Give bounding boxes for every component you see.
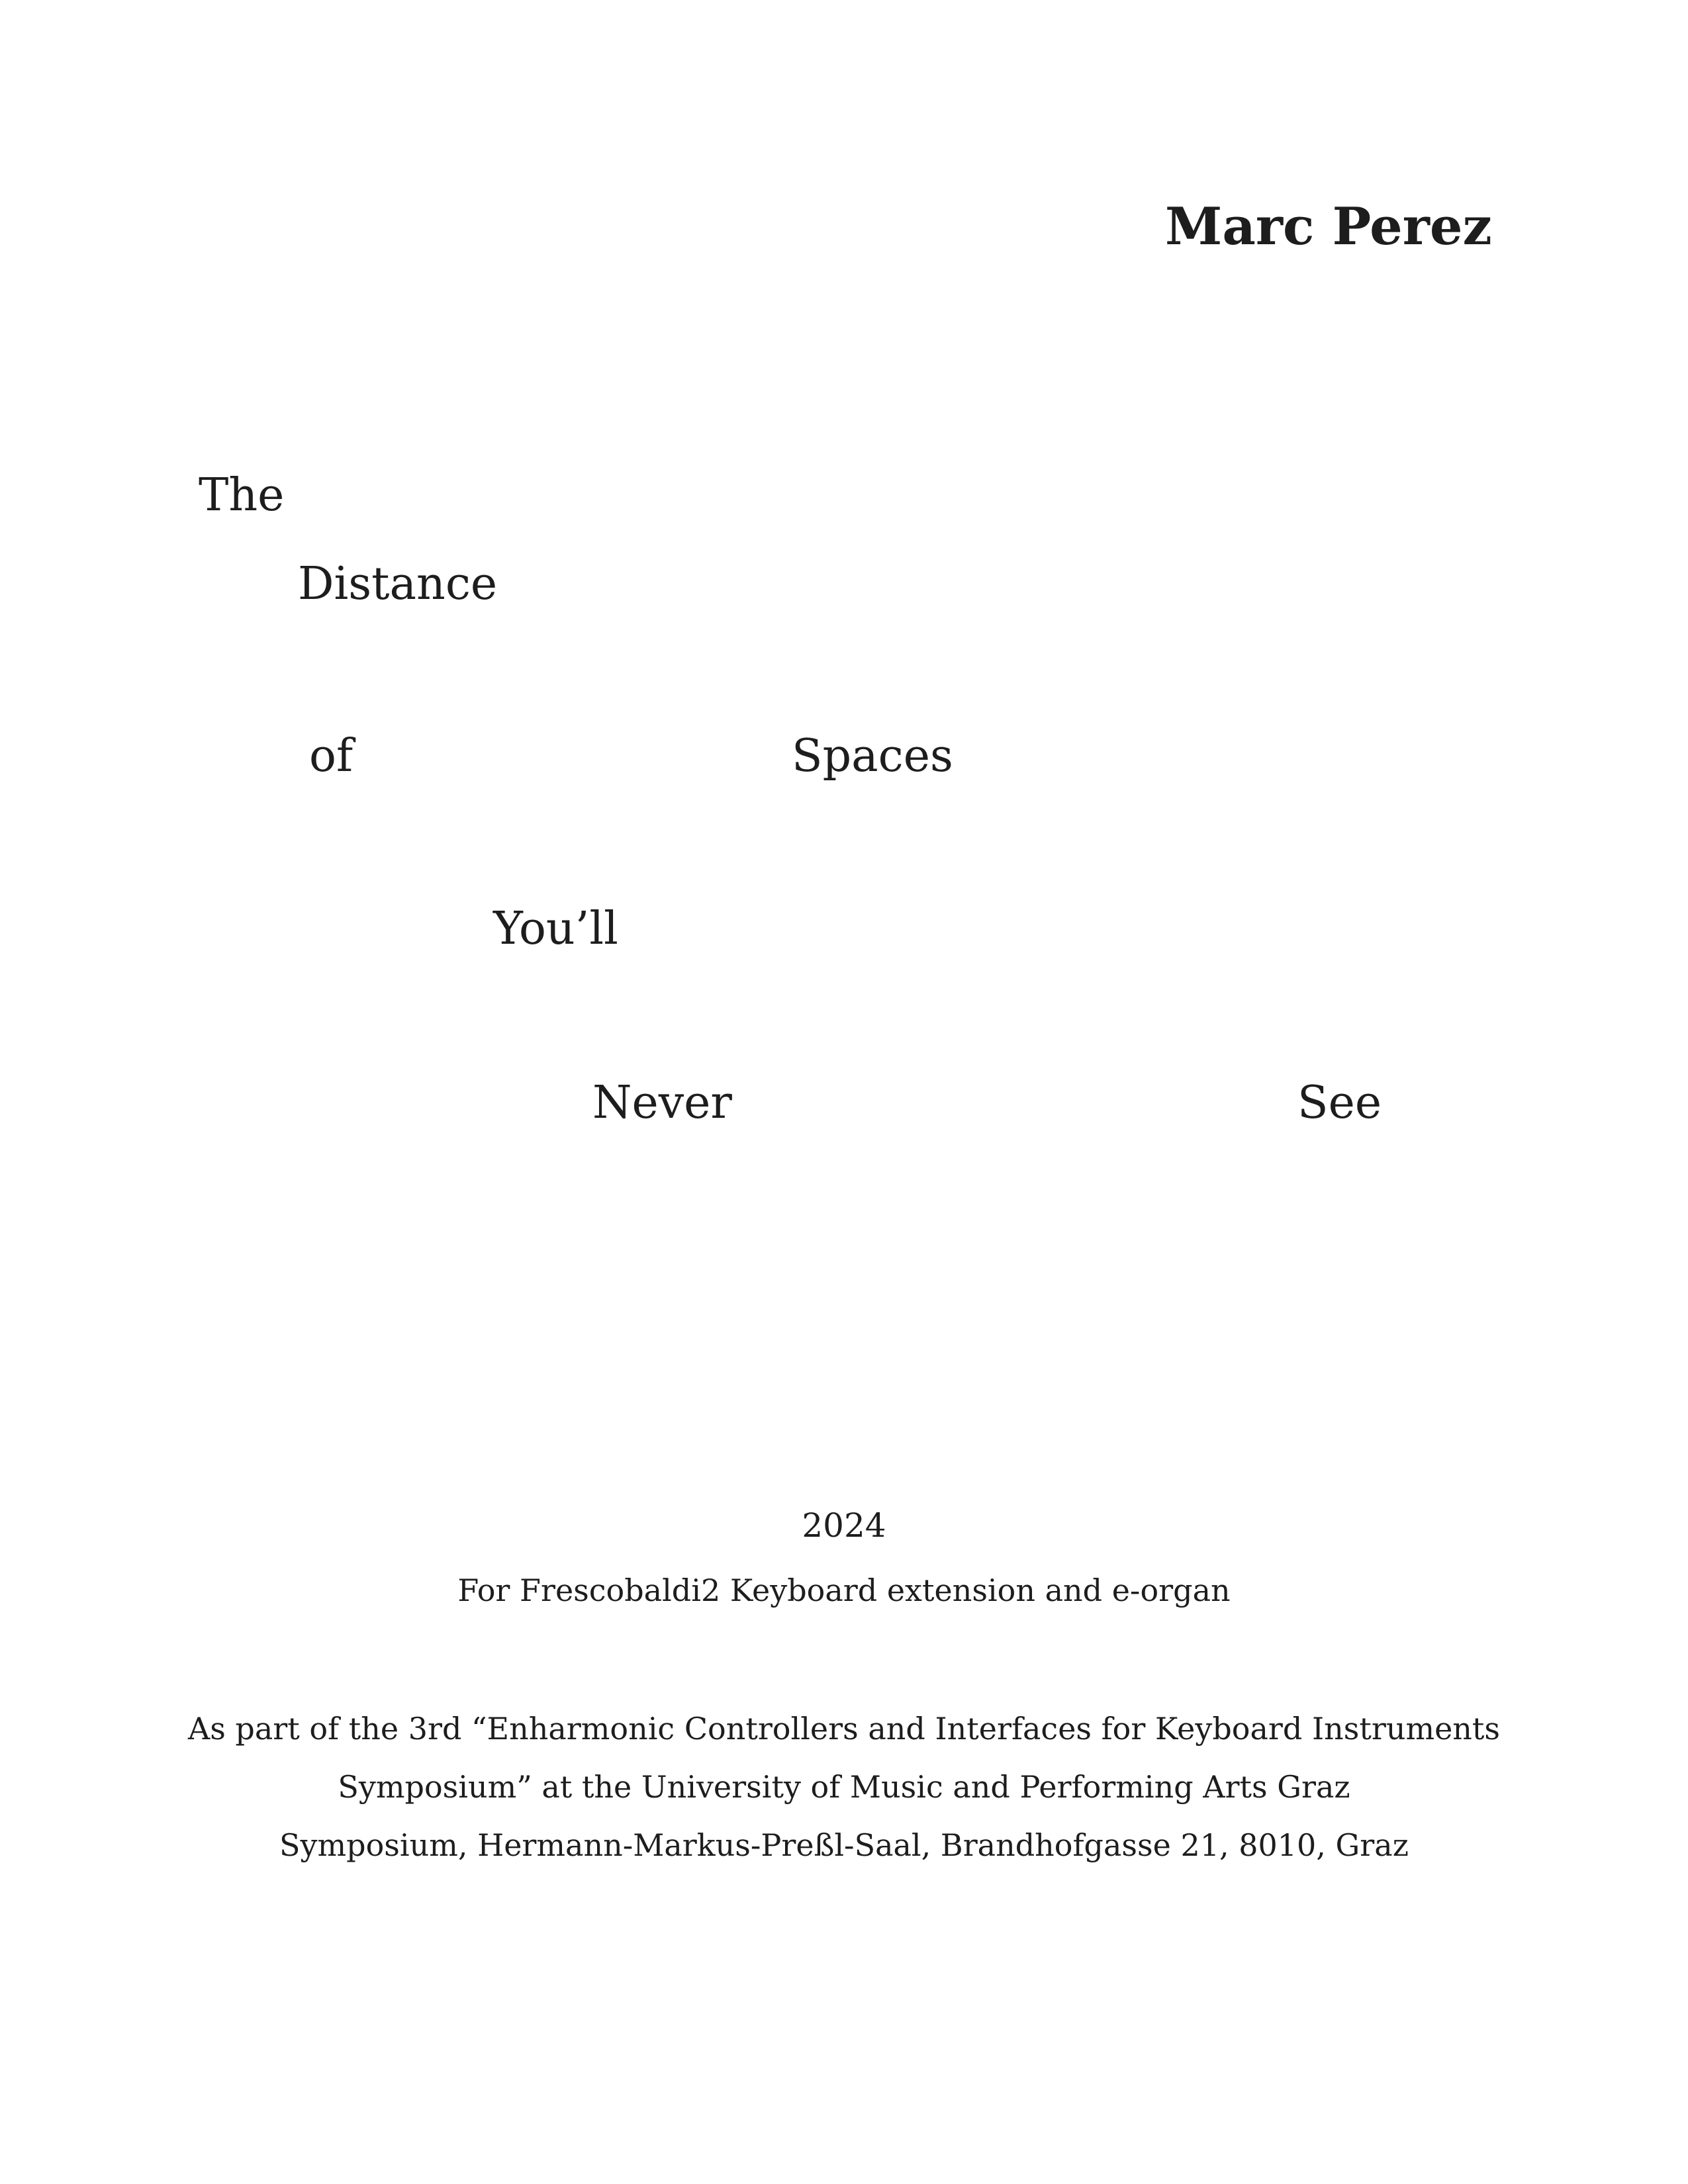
- premiere-note-line: Symposium, Hermann-Markus-Preßl-Saal, Brandhofgasse 21, 8010, Graz: [279, 1827, 1409, 1863]
- instrumentation: For Frescobaldi2 Keyboard extension and e-organ: [457, 1572, 1231, 1608]
- title-word-never: Never: [592, 1077, 732, 1129]
- title-word-youll: You’ll: [493, 903, 618, 955]
- title-word-the: The: [199, 469, 285, 522]
- composer-name: Marc Perez: [1165, 197, 1492, 257]
- title-word-of: of: [309, 730, 353, 782]
- composition-year: 2024: [802, 1506, 886, 1545]
- premiere-note-line: Symposium” at the University of Music and Performing Arts Graz: [338, 1769, 1350, 1805]
- premiere-note: [132, 1700, 1556, 1874]
- title-word-spaces: Spaces: [792, 730, 953, 782]
- premiere-note-line: As part of the 3rd “Enharmonic Controllers and Interfaces for Keyboard Instruments: [187, 1711, 1501, 1747]
- title-word-distance: Distance: [298, 558, 498, 610]
- title-word-see: See: [1297, 1077, 1382, 1129]
